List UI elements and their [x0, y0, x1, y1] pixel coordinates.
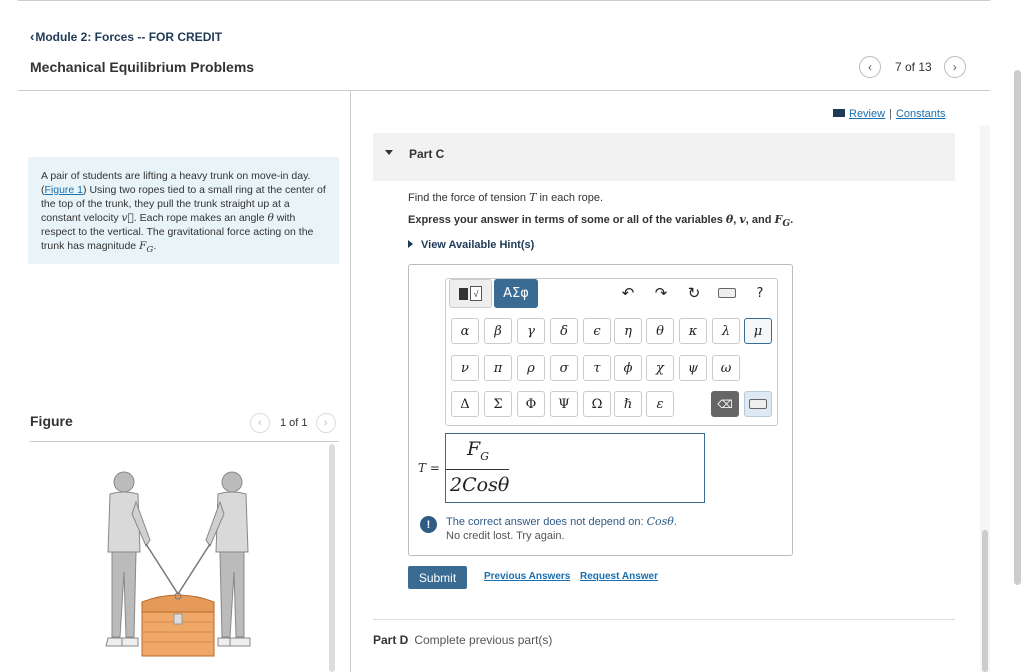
reset-icon[interactable]: ↻ [687, 284, 701, 302]
part-c-header[interactable] [373, 133, 955, 181]
next-item-button[interactable] [944, 56, 966, 78]
answer-numerator [467, 438, 489, 463]
hints-label: View Available Hint(s) [421, 239, 535, 251]
part-d-status: Complete previous part(s) [414, 633, 553, 647]
tension-symbol: T [529, 191, 537, 204]
top-divider [18, 0, 990, 1]
book-icon [833, 109, 845, 117]
virtual-keyboard-button[interactable] [744, 391, 772, 417]
fraction-bar [446, 469, 509, 470]
content-scrollbar-thumb[interactable] [982, 530, 988, 672]
feedback-text: . [673, 516, 677, 528]
instruction-find-tension [408, 191, 603, 204]
key-theta[interactable]: θ [646, 318, 674, 344]
submit-button[interactable]: Submit [408, 566, 467, 589]
answer-denominator: 2Cosθ [450, 474, 510, 496]
expand-triangle-icon [408, 240, 413, 248]
key-tau[interactable]: τ [583, 355, 611, 381]
force-subscript: G [146, 245, 154, 256]
collapse-triangle-icon[interactable] [385, 150, 393, 155]
angle-symbol: θ [267, 212, 274, 224]
sqrt-icon: √ [470, 286, 482, 301]
chevron-right-icon: › [323, 417, 328, 429]
key-hbar[interactable]: ℏ [614, 391, 642, 417]
delete-icon[interactable]: ⌫ [711, 391, 739, 417]
feedback-credit-note: No credit lost. Try again. [446, 530, 565, 542]
figure-heading: Figure [30, 413, 73, 429]
variable-theta: θ [725, 213, 734, 226]
left-rope [146, 544, 178, 594]
key-capital-omega[interactable]: Ω [583, 391, 611, 417]
chevron-left-icon: ‹ [30, 29, 35, 44]
instruction-text: Find the force of tension [408, 192, 530, 204]
key-capital-delta[interactable]: Δ [451, 391, 479, 417]
keyboard-icon [718, 288, 736, 298]
greek-symbols-button[interactable]: ΑΣφ [494, 279, 538, 308]
variable-f-subscript: G [782, 218, 791, 230]
previous-figure-button[interactable] [250, 413, 270, 433]
key-gamma[interactable]: γ [517, 318, 545, 344]
key-varepsilon[interactable]: ε [646, 391, 674, 417]
redo-icon[interactable]: ↷ [654, 284, 668, 302]
figure-link[interactable]: Figure 1 [44, 184, 84, 196]
key-phi[interactable]: ϕ [614, 355, 642, 381]
templates-button[interactable] [449, 279, 492, 308]
key-beta[interactable]: β [484, 318, 512, 344]
key-epsilon[interactable]: ϵ [583, 318, 611, 344]
key-omega[interactable]: ω [712, 355, 740, 381]
key-alpha[interactable]: α [451, 318, 479, 344]
problem-text: A pair of students are lifting a heavy trunk on move-in day. ( [41, 170, 311, 196]
instruction-text: Express your answer in terms of some or all of the variables [408, 214, 726, 226]
force-symbol: F [139, 240, 147, 252]
instruction-text: in each rope. [536, 192, 604, 204]
key-pi[interactable]: π [484, 355, 512, 381]
feedback-term: Cosθ [646, 515, 674, 528]
link-separator: | [889, 108, 892, 120]
part-c-label: Part C [409, 147, 445, 161]
header-divider [18, 90, 990, 91]
alert-icon: ! [420, 516, 437, 533]
figure-divider [30, 441, 339, 442]
answer-variable-label: T = [418, 461, 440, 475]
key-eta[interactable]: η [614, 318, 642, 344]
key-capital-sigma[interactable]: Σ [484, 391, 512, 417]
instruction-express-answer [408, 213, 793, 229]
previous-item-button[interactable] [859, 56, 881, 78]
key-capital-phi[interactable]: Φ [517, 391, 545, 417]
trunk [142, 593, 214, 656]
module-link-label: Module 2: Forces -- FOR CREDIT [35, 30, 223, 44]
key-sigma[interactable]: σ [550, 355, 578, 381]
feedback-message [446, 515, 677, 528]
part-d-divider [373, 619, 955, 620]
key-chi[interactable]: χ [646, 355, 674, 381]
view-hints-toggle[interactable] [408, 239, 534, 251]
key-rho[interactable]: ρ [517, 355, 545, 381]
key-lambda[interactable]: λ [712, 318, 740, 344]
keyboard-icon [749, 399, 767, 409]
next-figure-button[interactable] [316, 413, 336, 433]
key-mu[interactable]: μ [744, 318, 772, 344]
problem-text: . [153, 240, 157, 252]
chevron-left-icon: ‹ [258, 417, 262, 429]
chevron-left-icon: ‹ [868, 60, 872, 74]
variable-v: v [739, 213, 746, 226]
key-kappa[interactable]: κ [679, 318, 707, 344]
part-d-label: Part D [373, 633, 409, 647]
previous-answers-link[interactable]: Previous Answers [484, 571, 571, 582]
figure-scrollbar[interactable] [329, 444, 335, 672]
problem-text: . Each rope makes an angle [133, 212, 268, 224]
problem-statement [28, 157, 339, 264]
constants-link[interactable]: Constants [895, 108, 946, 120]
problem-text: with respect to the vertical. The gravitational force acting on the trunk has magnitude [41, 212, 314, 252]
request-answer-link[interactable]: Request Answer [580, 571, 658, 582]
variable-f: F [774, 213, 783, 226]
feedback-text: The correct answer does not depend on: [446, 516, 647, 528]
problem-text: ) Using two ropes tied to a small ring at the center of the top of the trunk, they pull the trunk straight up at a constant velocity [41, 184, 326, 224]
numerator-text: F [467, 438, 481, 460]
page-title: Mechanical Equilibrium Problems [30, 59, 255, 75]
keyboard-shortcuts-icon[interactable] [717, 284, 737, 302]
instruction-text: . [790, 214, 794, 226]
undo-icon[interactable]: ↶ [621, 284, 635, 302]
key-nu[interactable]: ν [451, 355, 479, 381]
velocity-symbol: v⃗ [121, 212, 134, 224]
figure-position: 1 of 1 [280, 417, 308, 429]
instruction-text: , [733, 214, 740, 226]
item-position: 7 of 13 [895, 60, 932, 74]
item-pager [859, 56, 966, 78]
right-rope [178, 544, 210, 594]
key-capital-psi[interactable]: Ψ [550, 391, 578, 417]
template-block-icon [459, 288, 468, 300]
chevron-right-icon: › [952, 60, 957, 74]
numerator-subscript: G [480, 449, 489, 463]
review-link[interactable]: Review [849, 108, 886, 120]
key-delta[interactable]: δ [550, 318, 578, 344]
review-constants-links [833, 108, 945, 120]
instruction-text: , and [745, 214, 775, 226]
help-icon[interactable]: ? [756, 285, 764, 301]
key-psi[interactable]: ψ [679, 355, 707, 381]
back-to-module-link[interactable] [30, 29, 222, 44]
students-lifting-trunk-illustration [88, 462, 268, 672]
figure-pager [250, 413, 336, 433]
part-d-row [373, 633, 552, 647]
column-divider [350, 91, 351, 672]
window-scrollbar[interactable] [1014, 70, 1021, 585]
